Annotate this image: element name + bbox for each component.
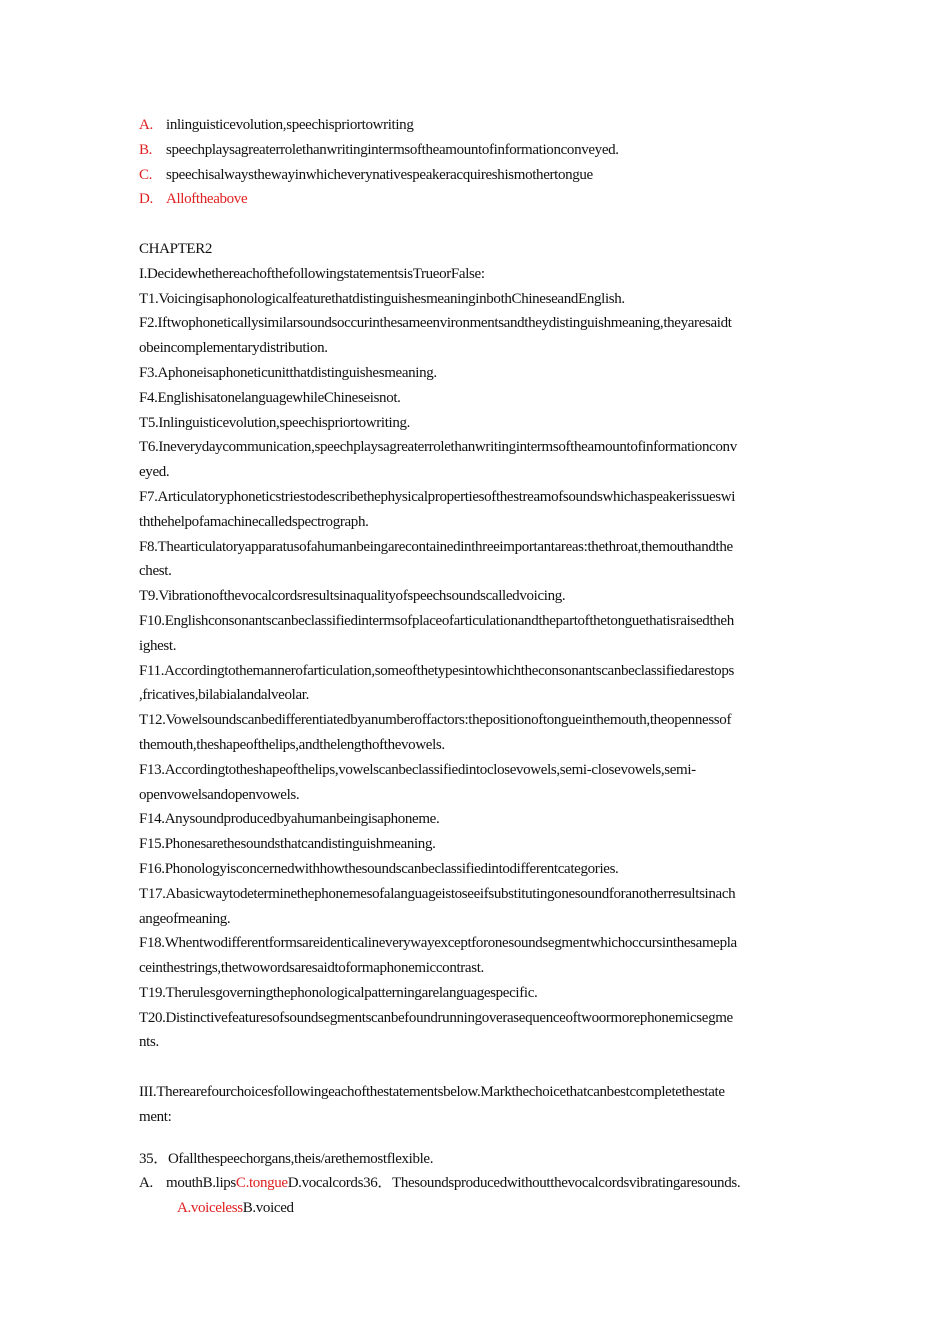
- statement-line: T17.Abasicwaytodeterminethephonemesofalanguageistoseeifsubstitutingonesoundforanotherresultsinach: [139, 885, 736, 902]
- option-letter: A.: [139, 117, 153, 133]
- heading-line: ment:: [139, 1108, 172, 1125]
- statement-item: [139, 361, 829, 386]
- statement-item: [139, 386, 829, 411]
- previous-question-options: [139, 113, 829, 212]
- statement-list: [139, 287, 829, 1056]
- option-letter: C.: [139, 166, 153, 183]
- statement-item: [139, 535, 829, 585]
- statement-line: F4.EnglishisatonelanguagewhileChineseisnot.: [139, 389, 401, 406]
- statement-item: [139, 609, 829, 659]
- statement-line: T9.Vibrationofthevocalcordsresultsinaqualityofspeechsoundscalledvoicing.: [139, 588, 566, 605]
- option-b: B.voiced: [242, 1200, 294, 1217]
- option-letter: D.: [139, 191, 153, 208]
- statement-item: [139, 981, 829, 1006]
- option-letter: B.: [139, 141, 153, 158]
- question-36-options: [139, 1196, 829, 1221]
- option-a-letter: A.: [139, 1175, 153, 1192]
- statement-item: [139, 882, 829, 932]
- chapter-title: CHAPTER2: [139, 240, 213, 257]
- statement-line: ,fricatives,bilabialandalveolar.: [139, 687, 309, 704]
- statement-line: F15.Phonesarethesoundsthatcandistinguishmeaning.: [139, 836, 436, 853]
- option-a-answer: A.voiceless: [177, 1200, 243, 1217]
- statement-line: F14.Anysoundproducedbyahumanbeingisaphoneme.: [139, 811, 440, 828]
- option-text: Alloftheabove: [166, 191, 248, 208]
- question-35: 35．Ofallthespeechorgans,theis/arethemostflexible.: [139, 1150, 434, 1167]
- statement-item: [139, 708, 829, 758]
- statement-line: obeincomplementarydistribution.: [139, 340, 328, 357]
- statement-line: F16.Phonologyisconcernedwithhowthesoundscanbeclassifiedintodifferentcategories.: [139, 860, 619, 877]
- statement-item: [139, 435, 829, 485]
- option-c-answer: C.tongue: [235, 1175, 288, 1192]
- option-a-text: mouth: [166, 1175, 203, 1192]
- statement-item: [139, 931, 829, 981]
- option-a: [139, 113, 829, 138]
- statement-line: T6.Ineverydaycommunication,speechplaysagreaterrolethanwritingintermsoftheamountofinformationconv: [139, 439, 737, 456]
- statement-line: F11.Accordingtothemannerofarticulation,someofthetypesintowhichtheconsonantscanbeclassifiedarestops: [139, 662, 734, 679]
- statement-item: [139, 758, 829, 808]
- statement-item: [139, 411, 829, 436]
- option-text: speechplaysagreaterrolethanwritingintermsoftheamountofinformationconveyed.: [166, 141, 619, 158]
- document-page: [139, 113, 829, 1221]
- statement-line: F13.Accordingtotheshapeofthelips,vowelscanbeclassifiedintoclosevowels,semi-closevowels,semi-: [139, 761, 696, 778]
- statement-line: F18.Whentwodifferentformsareidenticalineverywayexceptforonesoundsegmentwhichoccursinthesamepla: [139, 935, 737, 952]
- option-d-answer: [139, 187, 829, 212]
- option-b: B.lips: [202, 1175, 236, 1192]
- statement-item: [139, 807, 829, 832]
- question-35-options: [139, 1171, 829, 1196]
- statement-line: openvowelsandopenvowels.: [139, 786, 300, 803]
- statement-line: F8.Thearticulatoryapparatusofahumanbeingarecontainedinthreeimportantareas:thethroat,themouthandthe: [139, 538, 733, 555]
- option-text: speechisalwaysthewayinwhicheverynativespeakeracquireshismothertongue: [166, 166, 593, 183]
- statement-line: T12.Vowelsoundscanbedifferentiatedbyanumberoffactors:thepositionoftongueinthemouth,theopennessof: [139, 712, 732, 729]
- statement-item: [139, 485, 829, 535]
- statement-line: angeofmeaning.: [139, 910, 231, 927]
- statement-line: ceinthestrings,thetwowordsaresaidtoformaphonemiccontrast.: [139, 960, 484, 977]
- statement-line: themouth,theshapeofthelips,andthelengthofthevowels.: [139, 736, 445, 753]
- statement-line: ththehelpofamachinecalledspectrograph.: [139, 513, 369, 530]
- statement-item: [139, 832, 829, 857]
- statement-item: [139, 584, 829, 609]
- statement-item: [139, 659, 829, 709]
- statement-line: F10.Englishconsonantscanbeclassifiedintermsofplaceofarticulationandthepartofthetonguethatisraisedtheh: [139, 612, 734, 629]
- statement-line: nts.: [139, 1034, 159, 1051]
- section-3-heading: [139, 1080, 829, 1130]
- statement-line: chest.: [139, 563, 172, 580]
- heading-line: III.Therearefourchoicesfollowingeachofthestatementsbelow.Markthechoicethatcanbestcompletethestate: [139, 1084, 725, 1101]
- statement-item: [139, 287, 829, 312]
- statement-line: eyed.: [139, 464, 170, 481]
- statement-line: T20.Distinctivefeaturesofsoundsegmentscanbefoundrunningoverasequenceoftwoormorephonemicsegme: [139, 1009, 733, 1026]
- option-d: D.vocalcords: [287, 1175, 364, 1192]
- option-b: [139, 138, 829, 163]
- statement-item: [139, 857, 829, 882]
- statement-line: T19.Therulesgoverningthephonologicalpatterningarelanguagespecific.: [139, 984, 538, 1001]
- option-text: inlinguisticevolution,speechispriortowriting: [166, 117, 414, 133]
- section-1-heading: I.DecidewhethereachofthefollowingstatementsisTrueorFalse:: [139, 265, 485, 282]
- statement-line: F7.Articulatoryphoneticstriestodescribethephysicalpropertiesofthestreamofsoundswhichaspeakerissueswi: [139, 488, 736, 505]
- statement-line: F3.Aphoneisaphoneticunitthatdistinguishesmeaning.: [139, 364, 437, 381]
- statement-line: F2.Iftwophoneticallysimilarsoundsoccurinthesameenvironmentsandtheydistinguishmeaning,theyaresaidt: [139, 315, 732, 332]
- option-c: [139, 163, 829, 188]
- statement-line: T1.VoicingisaphonologicalfeaturethatdistinguishesmeaninginbothChineseandEnglish.: [139, 290, 625, 307]
- question-36: 36．Thesoundsproducedwithoutthevocalcordsvibratingaresounds.: [363, 1175, 741, 1192]
- statement-line: T5.Inlinguisticevolution,speechispriortowriting.: [139, 414, 411, 431]
- statement-item: [139, 1006, 829, 1056]
- statement-line: ighest.: [139, 637, 177, 654]
- statement-item: [139, 311, 829, 361]
